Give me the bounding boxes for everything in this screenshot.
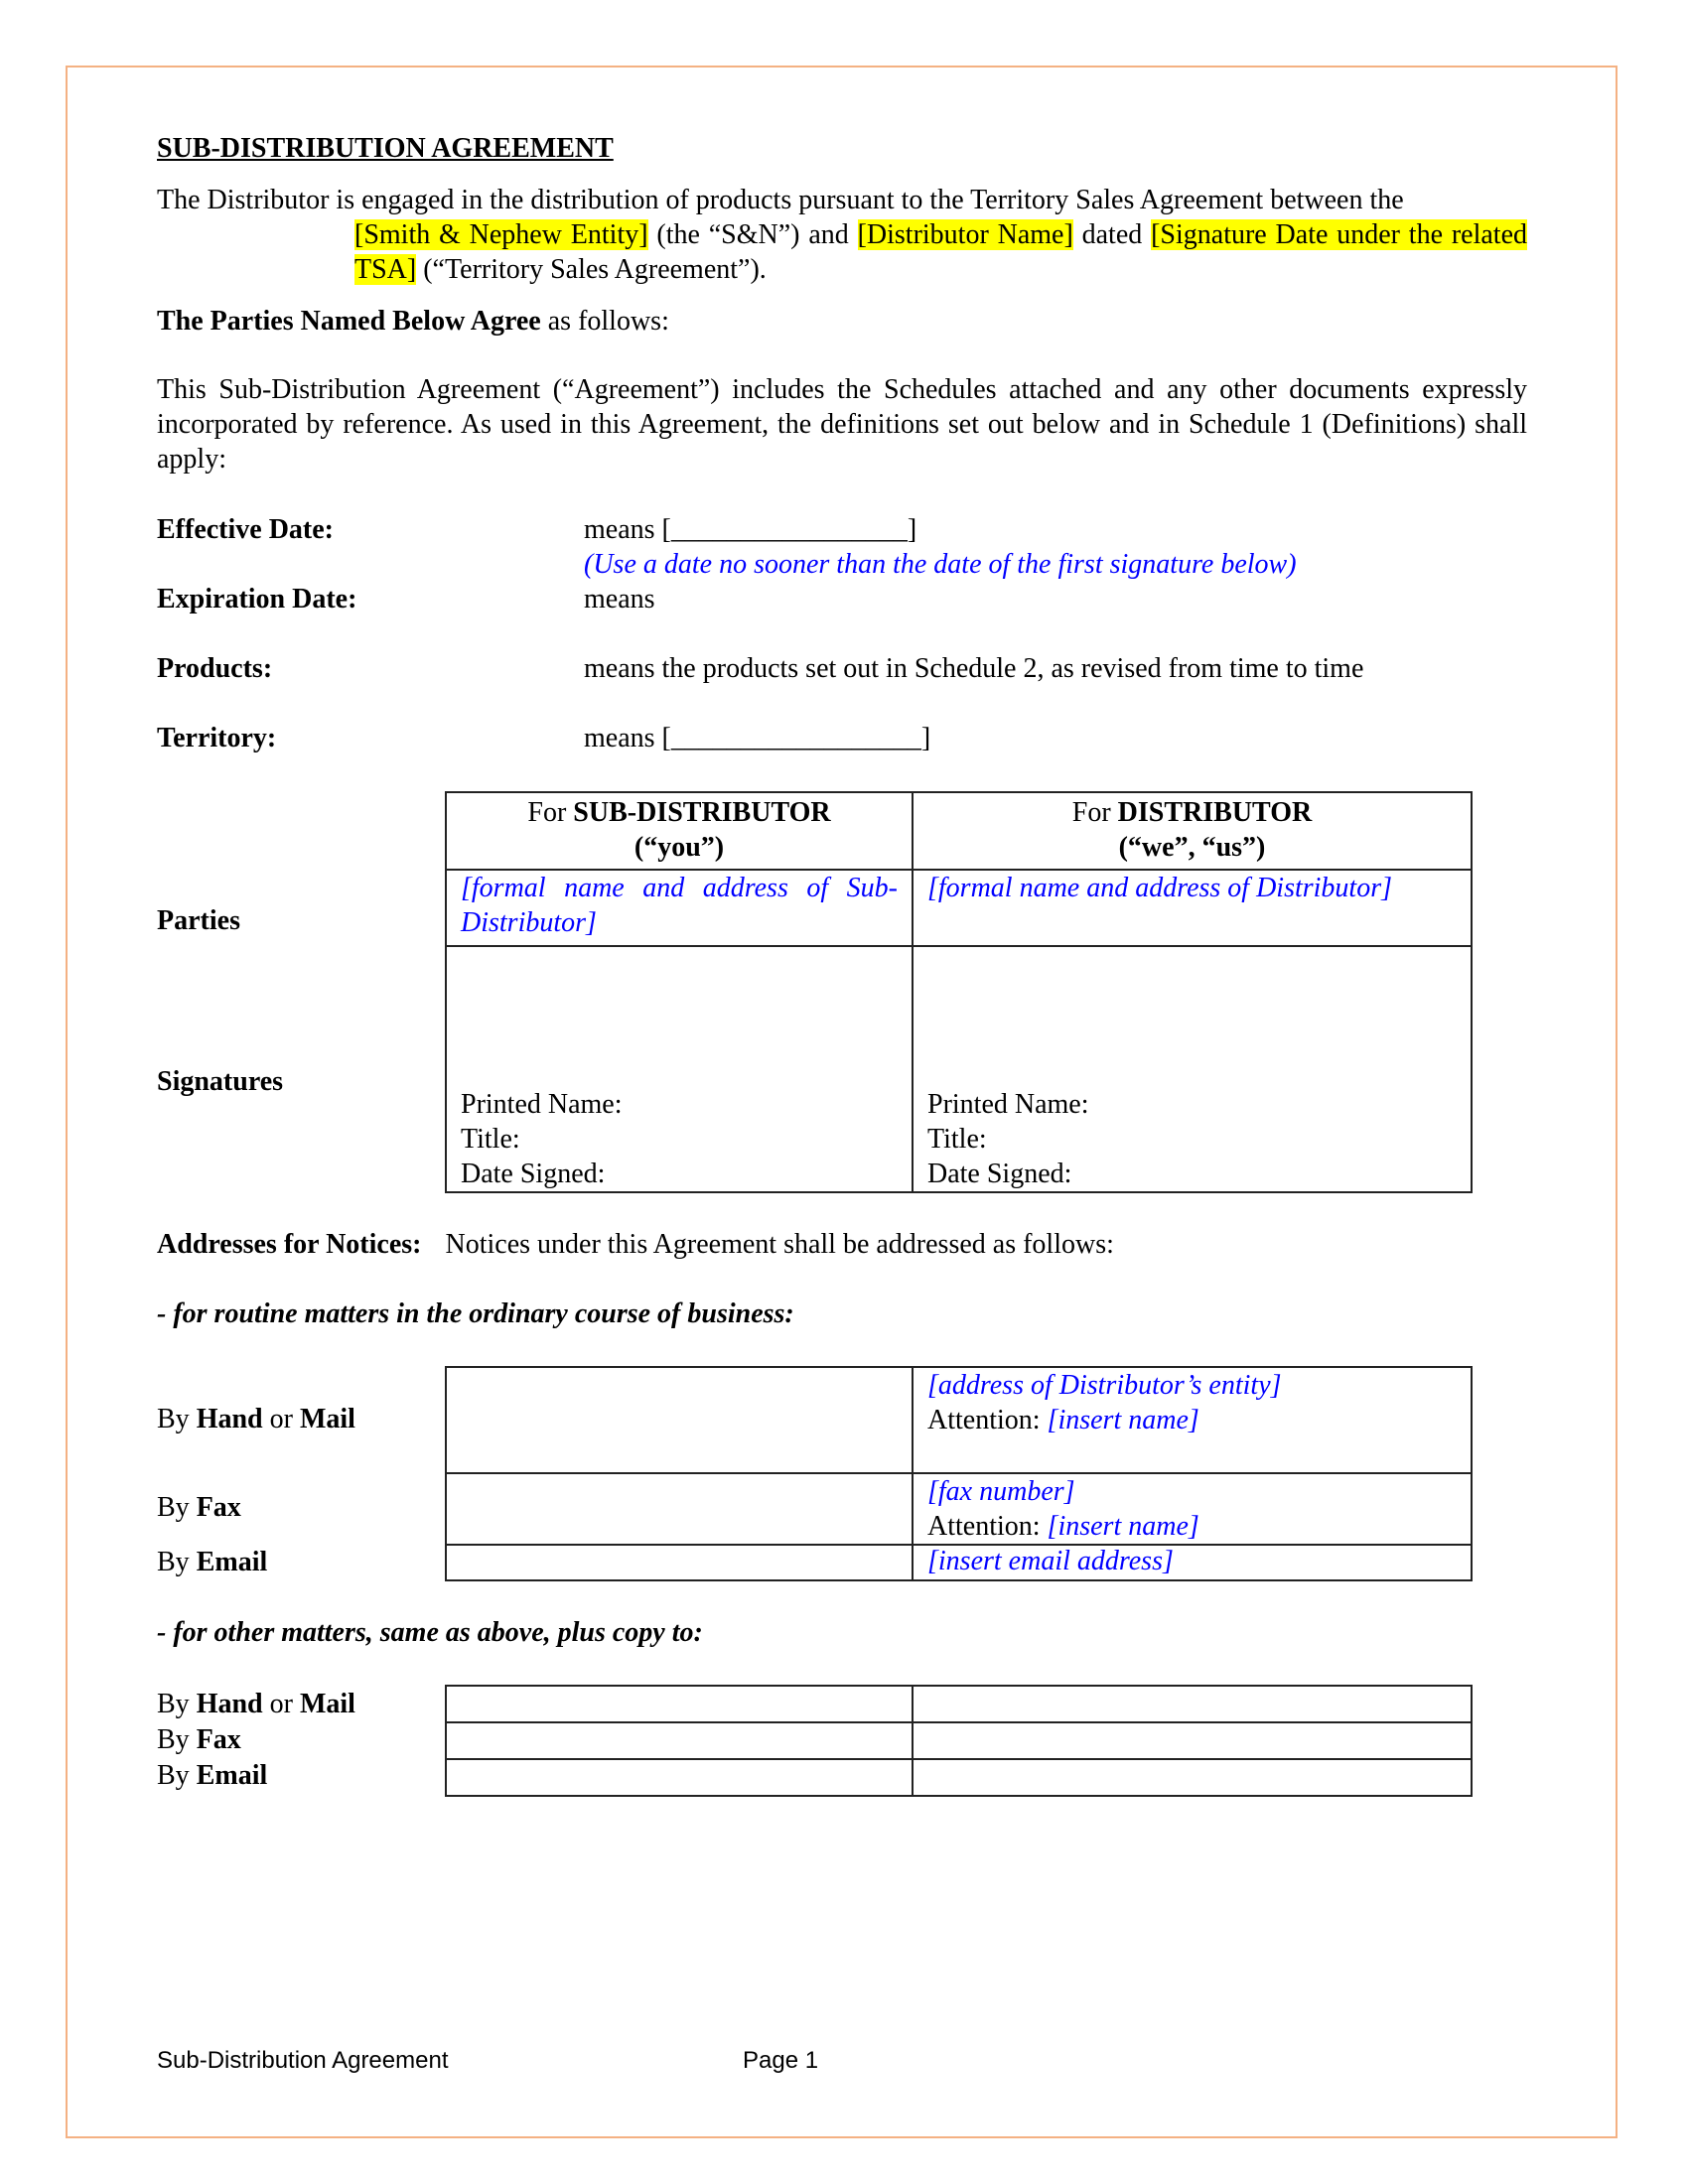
def-label-products: Products: [157, 653, 273, 684]
definitions-intro: This Sub-Distribution Agreement (“Agreement”) includes the Schedules attached and any other documents expressly incorporated by reference. As used in this Agreement, the definitions set out below and in Schedule 1 (Definitions) shall apply: [157, 374, 1527, 475]
placeholder-distributor-name[interactable]: [Distributor Name] [857, 219, 1073, 250]
placeholder-signature-date[interactable]: [Signature Date under the related TSA] [354, 219, 1528, 285]
def-value-products: means the products set out in Schedule 2, as revised from time to time [584, 653, 1364, 684]
routine-matters-heading: - for routine matters in the ordinary course of business: [157, 1298, 794, 1329]
copy-fax-cell-2[interactable] [913, 1722, 1472, 1759]
sub-distributor-email-cell[interactable] [446, 1545, 913, 1580]
distributor-party-cell[interactable]: [formal name and address of Distributor] [913, 870, 1472, 946]
def-value-effective-date[interactable]: means [_________________] [584, 514, 917, 545]
other-matters-heading: - for other matters, same as above, plus copy to: [157, 1617, 703, 1648]
label-email: By Email [157, 1547, 268, 1577]
copy-label-fax: By Fax [157, 1724, 241, 1755]
def-value-expiration-date: means [584, 584, 655, 614]
notices-heading: Addresses for Notices: Notices under this Agreement shall be addressed as follows: [157, 1229, 1114, 1260]
copy-label-email: By Email [157, 1760, 268, 1791]
distributor-fax-cell[interactable]: [fax number] Attention: [insert name] [913, 1473, 1472, 1545]
copy-hand-mail-cell-2[interactable] [913, 1686, 1472, 1722]
copy-label-hand-mail: By Hand or Mail [157, 1689, 355, 1719]
parties-row-label: Parties [157, 905, 240, 936]
def-label-territory: Territory: [157, 723, 277, 753]
copy-hand-mail-cell-1[interactable] [446, 1686, 913, 1722]
copy-email-cell-1[interactable] [446, 1759, 913, 1796]
def-label-expiration-date: Expiration Date: [157, 584, 357, 614]
sub-distributor-party-cell[interactable]: [formal name and address of Sub-Distributor] [446, 870, 913, 946]
footer-document-name: Sub-Distribution Agreement [157, 2047, 449, 2074]
routine-notices-table [445, 1366, 1473, 1581]
def-note-effective-date: (Use a date no sooner than the date of the first signature below) [584, 549, 1297, 580]
copy-fax-cell-1[interactable] [446, 1722, 913, 1759]
sub-distributor-signature-cell[interactable]: Printed Name: Title: Date Signed: [446, 946, 913, 1192]
copy-email-cell-2[interactable] [913, 1759, 1472, 1796]
distributor-address-cell[interactable]: [address of Distributor’s entity] Attention: [insert name] [913, 1367, 1472, 1473]
header-sub-distributor: For SUB-DISTRIBUTOR (“you”) [446, 792, 913, 870]
label-hand-mail: By Hand or Mail [157, 1404, 355, 1434]
distributor-signature-cell[interactable]: Printed Name: Title: Date Signed: [913, 946, 1472, 1192]
def-label-effective-date: Effective Date: [157, 514, 335, 545]
footer-page-number: Page 1 [743, 2047, 819, 2074]
placeholder-sn-entity[interactable]: [Smith & Nephew Entity] [354, 219, 648, 250]
def-value-territory[interactable]: means [__________________] [584, 723, 931, 753]
signatures-row-label: Signatures [157, 1066, 284, 1097]
document-title: SUB-DISTRIBUTION AGREEMENT [157, 133, 614, 164]
sub-distributor-fax-cell[interactable] [446, 1473, 913, 1545]
sub-distributor-address-cell[interactable] [446, 1367, 913, 1473]
label-fax: By Fax [157, 1492, 241, 1523]
intro-paragraph: The Distributor is engaged in the distribution of products pursuant to the Territory Sales Agreement between the [Smith & Nephew Entity] (the “S&N”) and [Distributor Name] dated [Signature Date under the related TSA] (“Territory Sales Agreement”). [157, 185, 1528, 285]
copy-notices-table [445, 1685, 1473, 1797]
parties-agree-line: The Parties Named Below Agree as follows: [157, 306, 669, 337]
distributor-email-cell[interactable]: [insert email address] [913, 1545, 1472, 1580]
parties-table [445, 791, 1473, 1193]
header-distributor: For DISTRIBUTOR (“we”, “us”) [913, 792, 1472, 870]
